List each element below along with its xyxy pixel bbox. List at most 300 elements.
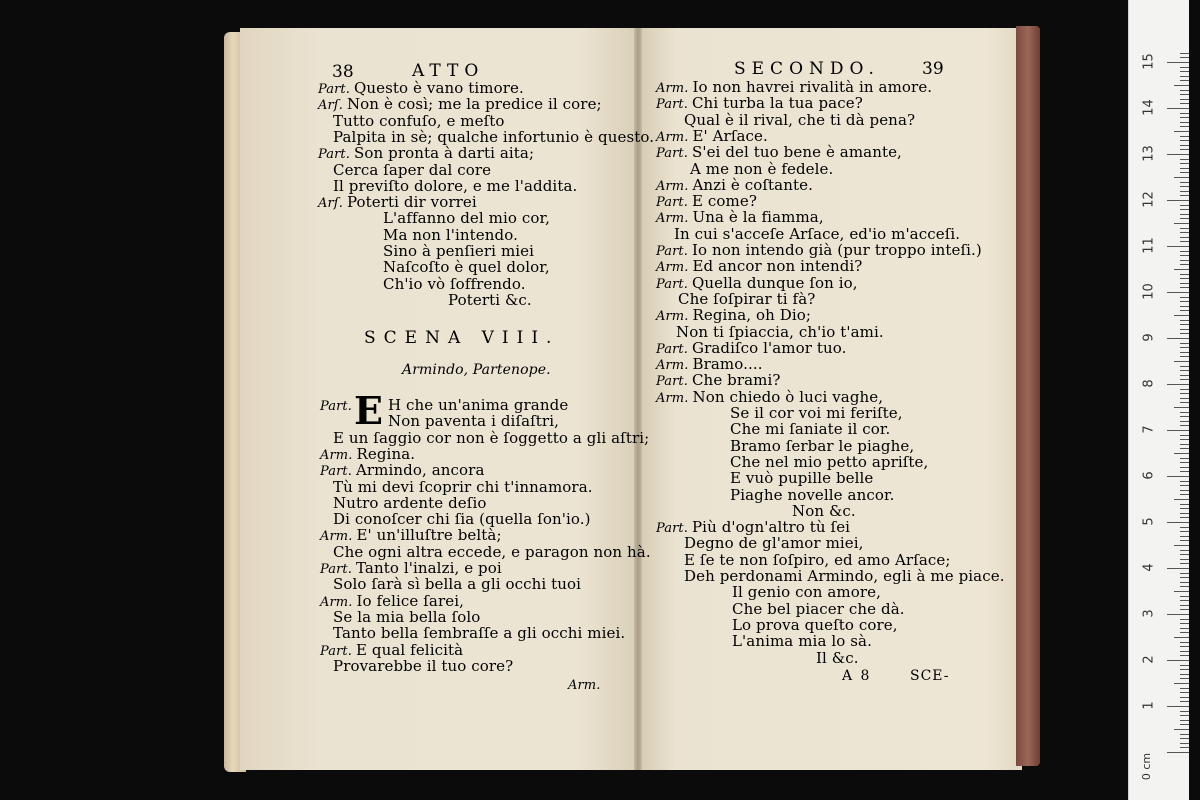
ruler-tick — [1180, 462, 1189, 463]
speaker-label: Arm. — [656, 260, 689, 276]
verse-text: Provarebbe il tuo core? — [333, 656, 514, 675]
speaker-label: Arm. — [320, 529, 353, 545]
verse-text: S'ei del tuo bene è amante, — [691, 143, 902, 162]
ruler-tick — [1180, 517, 1189, 518]
verse-text: Io non intendo già (pur troppo inteſi.) — [691, 241, 982, 259]
ruler-tick — [1180, 324, 1189, 325]
ruler-tick — [1174, 407, 1189, 408]
ruler-tick — [1180, 688, 1189, 689]
ruler-tick — [1167, 614, 1189, 615]
verse-text: Poterti &c. — [448, 290, 532, 309]
ruler-tick — [1180, 90, 1189, 91]
ruler-tick — [1180, 113, 1189, 114]
ruler-tick — [1174, 269, 1189, 270]
ruler-tick — [1167, 430, 1189, 431]
verse-text: Se il cor voi mi feriſte, — [730, 404, 903, 422]
verse-text: Degno de gl'amor miei, — [684, 534, 864, 553]
right-catchword: SCE- — [910, 668, 950, 684]
ruler-tick — [1180, 646, 1189, 647]
text-line — [333, 544, 651, 560]
speaker-label: Arſ. — [318, 98, 343, 114]
text-line — [732, 633, 872, 649]
ruler-tick — [1180, 99, 1189, 100]
ruler-tick — [1180, 596, 1189, 597]
verse-text: In cui s'acceſe Arſace, ed'io m'acceſi. — [674, 224, 961, 243]
ruler-tick — [1180, 490, 1189, 491]
ruler-tick — [1180, 356, 1189, 357]
ruler-tick — [1180, 540, 1189, 541]
verse-text: A me non è fedele. — [690, 159, 834, 178]
ruler-tick — [1180, 301, 1189, 302]
left-page-number: 38 — [332, 62, 354, 82]
text-line — [388, 397, 568, 413]
verse-text: Qual è il rival, che ti dà pena? — [684, 110, 916, 129]
text-line — [684, 552, 951, 568]
ruler-tick — [1167, 292, 1189, 293]
verse-text: Armindo, ancora — [355, 461, 485, 480]
verse-text: Regina. — [356, 444, 416, 463]
text-line — [730, 421, 890, 437]
verse-text: Più d'ogn'altro tù ſei — [691, 518, 851, 537]
text-line — [333, 113, 505, 129]
ruler-tick — [1180, 287, 1189, 288]
speaker-label: Part. — [656, 374, 688, 390]
text-line — [333, 129, 654, 145]
ruler-tick — [1180, 582, 1189, 583]
text-line — [383, 276, 526, 292]
ruler-tick — [1180, 697, 1189, 698]
text-line — [333, 479, 593, 495]
verse-text: Che ogni altra eccede, e paragon non hà. — [333, 542, 651, 561]
ruler-tick — [1180, 586, 1189, 587]
speaker-label: Part. — [656, 521, 688, 537]
verse-text: Che brami? — [691, 371, 781, 390]
ruler-tick — [1180, 122, 1189, 123]
ruler-tick — [1180, 205, 1189, 206]
ruler-tick — [1180, 260, 1189, 261]
verse-text: Quella dunque ſon io, — [691, 273, 858, 292]
speaker-label: Arm. — [320, 594, 353, 610]
ruler-tick — [1180, 674, 1189, 675]
text-line — [690, 161, 833, 177]
ruler-tick — [1180, 711, 1189, 712]
ruler-tick — [1180, 747, 1189, 748]
ruler-tick — [1180, 57, 1189, 58]
ruler-tick — [1180, 149, 1189, 150]
text-line — [684, 568, 1005, 584]
verse-text: Chi turba la tua pace? — [691, 94, 863, 113]
verse-text: Palpita in sè; qualche infortunio è questo. — [333, 127, 655, 146]
ruler-tick — [1180, 214, 1189, 215]
ruler-tick — [1180, 623, 1189, 624]
ruler-tick — [1180, 379, 1189, 380]
ruler-tick — [1180, 251, 1189, 252]
text-line — [730, 405, 903, 421]
ruler-tick — [1180, 209, 1189, 210]
ruler-tick — [1180, 536, 1189, 537]
speaker-label: Part. — [656, 341, 688, 357]
verse-text: Sino à penſieri miei — [383, 242, 535, 260]
ruler-tick — [1180, 554, 1189, 555]
verse-text: Tanto bella ſembraſſe a gli occhi miei. — [333, 624, 626, 643]
ruler-number: 3 — [1141, 609, 1157, 618]
speaker-label: Part. — [320, 464, 352, 480]
verse-text: Bramo ſerbar le piaghe, — [730, 436, 915, 455]
ruler-tick — [1180, 494, 1189, 495]
ruler-tick — [1180, 734, 1189, 735]
ruler-tick — [1180, 389, 1189, 390]
ruler-tick — [1180, 421, 1189, 422]
verse-text: Questo è vano timore. — [353, 79, 524, 97]
ruler-number: 9 — [1141, 333, 1157, 342]
verse-text: Bramo.... — [692, 355, 763, 374]
speaker-label: Part. — [320, 643, 352, 659]
ruler-tick — [1180, 416, 1189, 417]
ruler-tick — [1180, 642, 1189, 643]
ruler-tick — [1180, 117, 1189, 118]
verse-text: Ch'io vò ſoffrendo. — [383, 274, 526, 293]
ruler-tick — [1180, 255, 1189, 256]
ruler-tick — [1180, 195, 1189, 196]
speaker-label: Arm. — [656, 390, 689, 406]
text-line — [333, 625, 625, 641]
ruler-tick — [1180, 274, 1189, 275]
ruler-tick — [1180, 425, 1189, 426]
ruler-tick — [1180, 485, 1189, 486]
text-line — [730, 454, 928, 470]
verse-text: Deh perdonami Armindo, egli à me piace. — [684, 567, 1005, 585]
right-page-number: 39 — [922, 59, 944, 79]
ruler-tick — [1180, 182, 1189, 183]
verse-text: Cerca ſaper dal core — [333, 160, 492, 179]
text-line — [333, 495, 486, 511]
right-running-header: SECONDO. — [734, 59, 880, 79]
ruler-tick — [1180, 398, 1189, 399]
text-line — [732, 601, 905, 617]
ruler-tick — [1180, 655, 1189, 656]
ruler-tick — [1180, 448, 1189, 449]
ruler-tick — [1180, 191, 1189, 192]
ruler-tick — [1180, 80, 1189, 81]
text-line — [678, 291, 815, 307]
ruler-tick — [1180, 619, 1189, 620]
ruler-tick — [1180, 71, 1189, 72]
ruler-tick — [1180, 412, 1189, 413]
verse-text: Tutto confuſo, e meſto — [333, 111, 505, 130]
verse-text: Nutro ardente deſio — [333, 493, 487, 512]
ruler-tick — [1180, 352, 1189, 353]
speaker-label: Part. — [656, 146, 688, 162]
ruler-tick — [1180, 370, 1189, 371]
verse-text: Non ti ſpiaccia, ch'io t'ami. — [676, 322, 884, 341]
verse-text: Poterti dir vorrei — [346, 193, 477, 212]
ruler-tick — [1167, 706, 1189, 707]
verse-text: E come? — [691, 192, 757, 211]
verse-text: Non paventa i diſaſtri, — [388, 412, 559, 431]
ruler-tick — [1180, 609, 1189, 610]
verse-text: Che bel piacer che dà. — [732, 599, 905, 618]
ruler-tick — [1174, 637, 1189, 638]
ruler-tick — [1180, 577, 1189, 578]
verse-text: E' Arſace. — [692, 126, 768, 145]
verse-text: Io non havrei rivalità in amore. — [692, 78, 933, 96]
verse-text: Che nel mio petto apriſte, — [730, 452, 929, 471]
signature-mark: A 8 — [842, 668, 872, 684]
verse-text: Non &c. — [792, 501, 856, 520]
ruler-tick — [1180, 435, 1189, 436]
ruler-tick — [1180, 632, 1189, 633]
verse-text: Gradiſco l'amor tuo. — [691, 338, 847, 357]
ruler-tick — [1180, 504, 1189, 505]
ruler-tick — [1180, 444, 1189, 445]
verse-text: Regina, oh Dio; — [692, 306, 812, 325]
measuring-ruler — [1128, 0, 1189, 800]
verse-text: Son pronta à darti aita; — [353, 144, 535, 163]
verse-text: Io felice ſarei, — [356, 591, 464, 610]
ruler-tick — [1180, 481, 1189, 482]
text-line — [333, 430, 649, 446]
text-line — [383, 243, 534, 259]
verse-text: Ma non l'intendo. — [383, 225, 518, 244]
ruler-number: 11 — [1141, 237, 1157, 254]
speaker-label: Part. — [656, 276, 688, 292]
ruler-tick — [1174, 361, 1189, 362]
ruler-tick — [1180, 508, 1189, 509]
text-line — [730, 438, 914, 454]
ruler-number: 12 — [1141, 191, 1157, 208]
ruler-tick — [1180, 94, 1189, 95]
verse-text: Che mi ſaniate il cor. — [730, 420, 891, 439]
verse-text: Che ſoſpirar ti fà? — [678, 289, 816, 308]
ruler-tick — [1174, 683, 1189, 684]
ruler-tick — [1180, 159, 1189, 160]
verse-text: L'anima mia lo sà. — [732, 632, 872, 651]
scene-cast: Armindo, Partenope. — [402, 362, 551, 378]
ruler-tick — [1180, 692, 1189, 693]
ruler-tick — [1180, 136, 1189, 137]
ruler-number: 1 — [1141, 701, 1157, 710]
text-line — [732, 617, 898, 633]
ruler-tick — [1180, 531, 1189, 532]
text-line — [676, 324, 884, 340]
ruler-tick — [1180, 103, 1189, 104]
ruler-tick — [1180, 283, 1189, 284]
ruler-tick — [1180, 605, 1189, 606]
ruler-tick — [1180, 145, 1189, 146]
verse-text: E ſe te non ſoſpiro, ed amo Arſace; — [684, 550, 951, 569]
ruler-tick — [1180, 439, 1189, 440]
ruler-tick — [1180, 628, 1189, 629]
text-line — [333, 162, 491, 178]
text-line — [388, 413, 559, 429]
ruler-tick — [1180, 67, 1189, 68]
speaker-label: Arm. — [656, 309, 689, 325]
ruler-tick — [1167, 568, 1189, 569]
ruler-number: 2 — [1141, 655, 1157, 664]
ruler-number: 15 — [1141, 53, 1157, 70]
ruler-tick — [1180, 743, 1189, 744]
ruler-tick — [1180, 550, 1189, 551]
speaker-label: Part. — [318, 147, 350, 163]
ruler-tick — [1180, 458, 1189, 459]
ruler-tick — [1174, 177, 1189, 178]
ruler-number: 6 — [1141, 471, 1157, 480]
speaker-label: Part. — [656, 244, 688, 259]
text-line — [333, 609, 480, 625]
ruler-tick — [1180, 724, 1189, 725]
ruler-tick — [1167, 522, 1189, 523]
ruler-tick — [1180, 306, 1189, 307]
ruler-tick — [1180, 715, 1189, 716]
text-line — [333, 511, 591, 527]
text-line — [333, 576, 581, 592]
text-line — [383, 227, 518, 243]
text-line — [730, 470, 873, 486]
speaker-label: Arm. — [656, 211, 689, 227]
speaker-label: Part. — [318, 82, 350, 97]
ruler-tick — [1180, 186, 1189, 187]
ruler-tick — [1180, 701, 1189, 702]
ruler-tick — [1167, 108, 1189, 109]
left-running-header: ATTO — [412, 61, 485, 81]
ruler-tick — [1180, 559, 1189, 560]
speaker-label: Part. — [320, 562, 352, 577]
ruler-tick — [1180, 720, 1189, 721]
ruler-number: 5 — [1141, 517, 1157, 526]
ruler-tick — [1180, 163, 1189, 164]
verse-text: Il &c. — [816, 648, 859, 667]
ruler-tick — [1180, 573, 1189, 574]
speaker-label: Arm. — [656, 81, 689, 96]
text-line — [448, 292, 532, 308]
ruler-number: 10 — [1141, 283, 1157, 300]
ruler-tick — [1180, 678, 1189, 679]
ruler-number: 14 — [1141, 99, 1157, 116]
scene-title: SCENA VIII. — [364, 328, 560, 348]
ruler-tick — [1167, 62, 1189, 63]
text-line — [333, 658, 513, 674]
speaker-label: Part. — [656, 195, 688, 211]
ruler-tick — [1180, 563, 1189, 564]
speaker-label: Arm. — [320, 447, 353, 463]
ruler-tick — [1180, 329, 1189, 330]
ruler-tick — [1180, 76, 1189, 77]
ruler-tick — [1180, 600, 1189, 601]
ruler-tick — [1167, 752, 1189, 753]
verse-text: Tù mi devi ſcoprir chi t'innamora. — [333, 477, 593, 496]
ruler-tick — [1180, 126, 1189, 127]
ruler-tick — [1174, 315, 1189, 316]
ruler-tick — [1180, 467, 1189, 468]
ruler-tick — [1180, 366, 1189, 367]
verse-text: Ed ancor non intendi? — [692, 257, 863, 276]
verse-text: E un ſaggio cor non è ſoggetto a gli aſtri; — [333, 428, 650, 447]
text-line — [383, 210, 550, 226]
text-line — [674, 226, 960, 242]
verse-text: Non è così; me la predice il core; — [346, 95, 602, 114]
ruler-tick — [1180, 347, 1189, 348]
speaker-label: Arm. — [656, 178, 689, 194]
verse-text: L'affanno del mio cor, — [383, 209, 550, 228]
ruler-tick — [1167, 338, 1189, 339]
left-catchword: Arm. — [568, 678, 601, 693]
verse-text: Anzi è coſtante. — [692, 175, 813, 194]
text-line — [333, 178, 577, 194]
ruler-unit: 0 cm — [1140, 752, 1154, 781]
speaker-label: Arm. — [656, 358, 689, 374]
ruler-number: 13 — [1141, 145, 1157, 162]
verse-text: Naſcoſto è quel dolor, — [383, 258, 550, 277]
ruler-tick — [1174, 545, 1189, 546]
ruler-tick — [1180, 343, 1189, 344]
text-line — [792, 503, 856, 519]
ruler-tick — [1180, 218, 1189, 219]
verse-text: E' un'illuſtre beltà; — [356, 526, 502, 545]
drop-cap-letter: E — [354, 388, 383, 433]
ruler-number: 7 — [1141, 425, 1157, 434]
ruler-tick — [1180, 278, 1189, 279]
verse-text: E qual felicità — [355, 640, 464, 659]
ruler-tick — [1167, 200, 1189, 201]
ruler-tick — [1180, 527, 1189, 528]
speaker-label: Arm. — [656, 129, 689, 145]
ruler-tick — [1167, 476, 1189, 477]
ruler-tick — [1180, 237, 1189, 238]
verse-text: Lo prova queſto core, — [732, 615, 898, 634]
verse-text: Se la mia bella ſolo — [333, 607, 481, 626]
ruler-tick — [1180, 665, 1189, 666]
ruler-tick — [1180, 402, 1189, 403]
text-line — [816, 650, 859, 666]
ruler-tick — [1167, 384, 1189, 385]
ruler-tick — [1167, 246, 1189, 247]
ruler-tick — [1174, 85, 1189, 86]
ruler-tick — [1180, 241, 1189, 242]
verse-text: Il genio con amore, — [732, 583, 881, 602]
ruler-tick — [1174, 131, 1189, 132]
ruler-tick — [1180, 738, 1189, 739]
ruler-tick — [1180, 320, 1189, 321]
verse-text: E vuò pupille belle — [730, 469, 874, 488]
ruler-number: 8 — [1141, 379, 1157, 388]
ruler-tick — [1167, 154, 1189, 155]
ruler-tick — [1174, 499, 1189, 500]
ruler-tick — [1174, 453, 1189, 454]
ruler-tick — [1180, 310, 1189, 311]
book-cover-edge — [1016, 26, 1040, 766]
text-line — [732, 584, 881, 600]
ruler-tick — [1180, 228, 1189, 229]
ruler-tick — [1180, 168, 1189, 169]
ruler-tick — [1180, 297, 1189, 298]
ruler-tick — [1167, 660, 1189, 661]
verse-text: Una è la fiamma, — [692, 208, 824, 227]
ruler-tick — [1180, 172, 1189, 173]
speaker-label: Part. — [656, 97, 688, 113]
ruler-tick — [1180, 669, 1189, 670]
dropcap-speaker: Part. — [320, 399, 352, 414]
verse-text: Non chiedo ò luci vaghe, — [692, 387, 884, 406]
ruler-tick — [1180, 471, 1189, 472]
ruler-tick — [1180, 513, 1189, 514]
ruler-tick — [1180, 53, 1189, 54]
ruler-tick — [1174, 729, 1189, 730]
verse-text: Di conoſcer chi ſia (quella ſon'io.) — [333, 510, 591, 529]
ruler-tick — [1180, 333, 1189, 334]
verse-text: Tanto l'inalzi, e poi — [355, 559, 502, 577]
ruler-tick — [1174, 223, 1189, 224]
verse-text: Il previſto dolore, e me l'addita. — [333, 176, 578, 195]
